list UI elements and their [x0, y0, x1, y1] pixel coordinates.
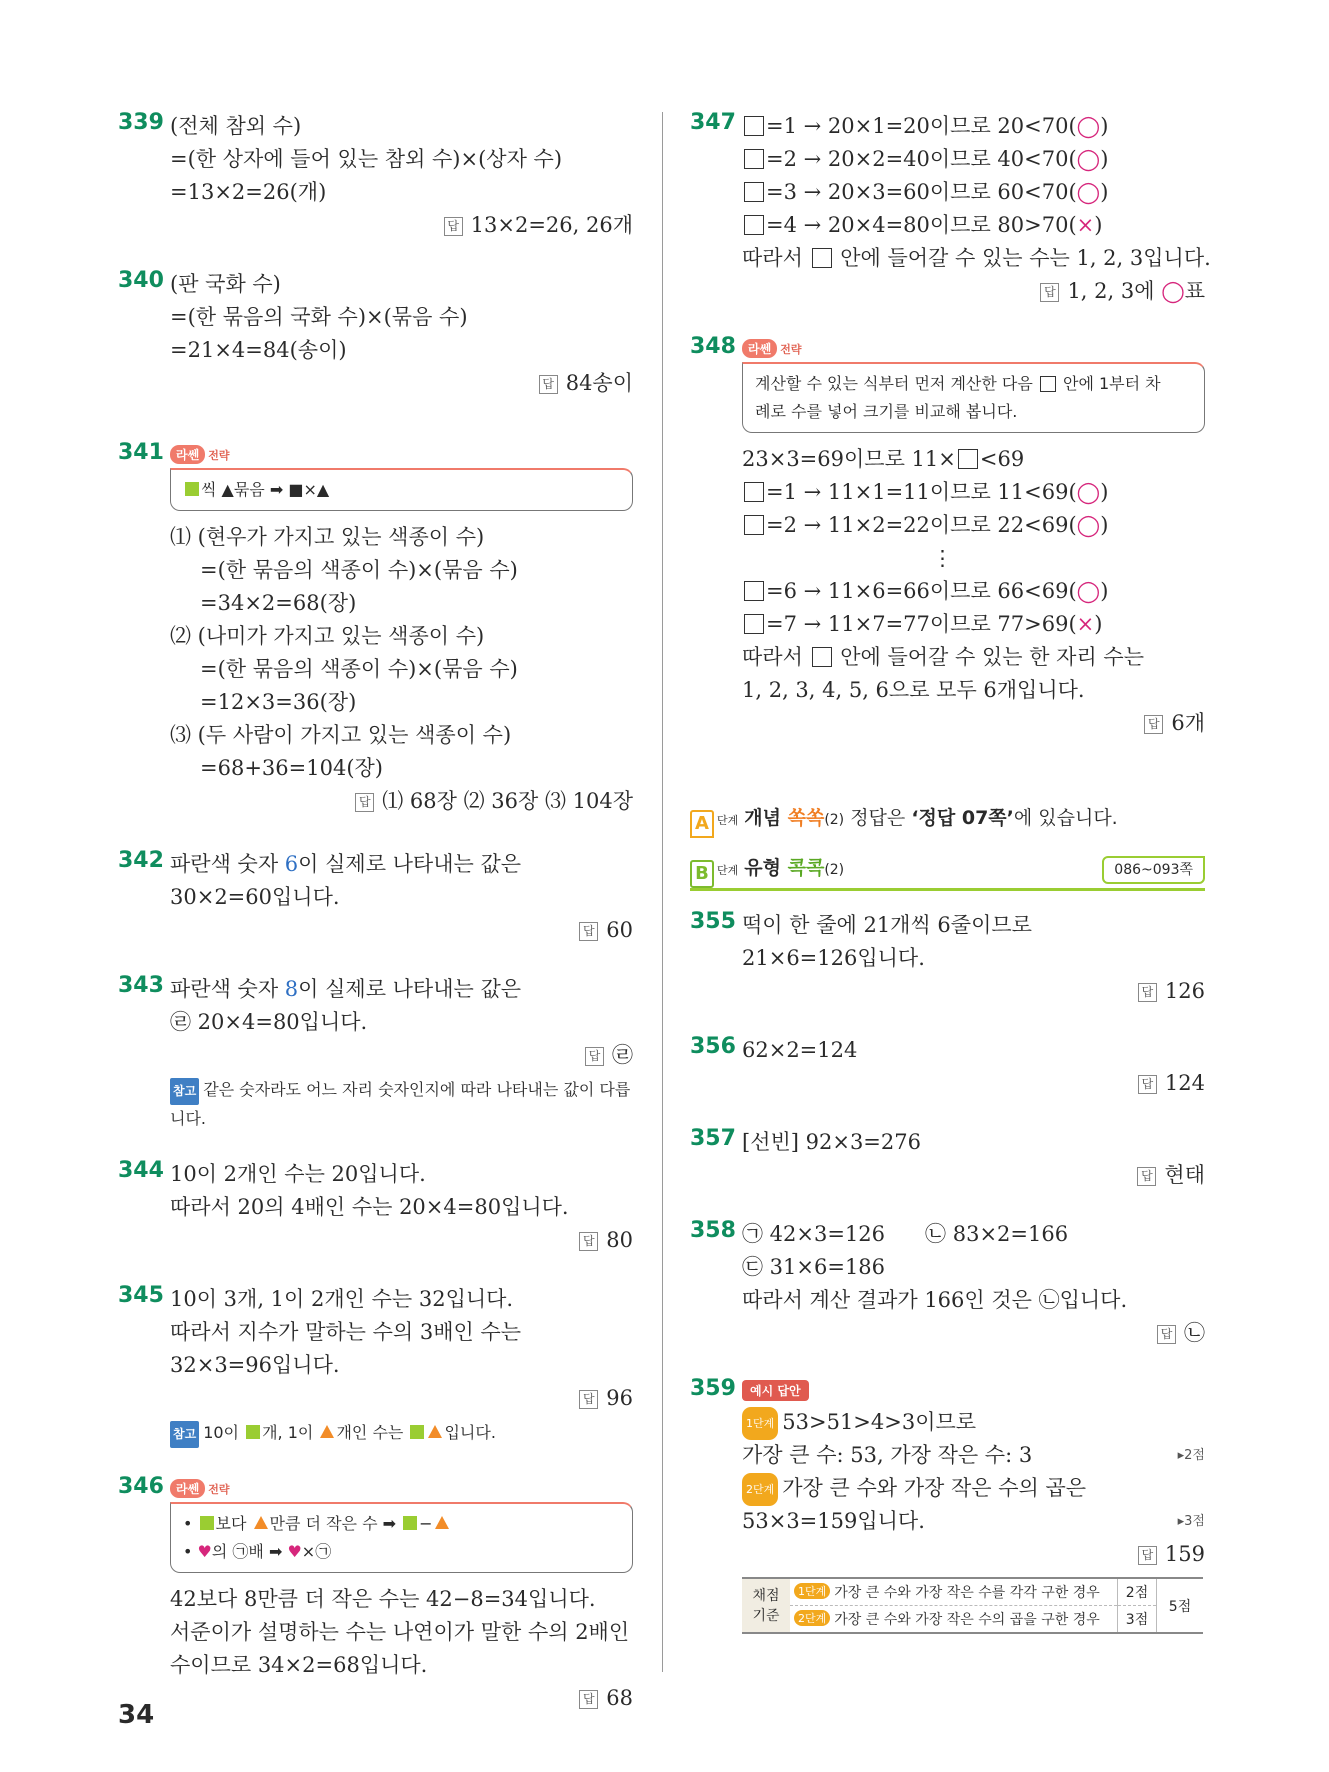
answer-icon: 답 — [579, 1390, 598, 1409]
note — [170, 1419, 633, 1448]
answer-icon: 답 — [1137, 1167, 1156, 1186]
section-a-header — [690, 798, 1205, 838]
orange-triangle-icon — [320, 1425, 334, 1438]
text-part: ) — [1100, 147, 1109, 171]
strategy-header — [742, 334, 1205, 358]
blue-digit: 8 — [284, 977, 299, 1001]
answer-text: 1, 2, 3에 — [1067, 279, 1162, 303]
example-header — [742, 1376, 1205, 1406]
problem-number: 358 — [690, 1218, 736, 1243]
text-part: ) — [1094, 213, 1103, 237]
text-part: =1 → 20×1=20이므로 20<70( — [766, 114, 1077, 138]
text-part: 안에 들어갈 수 있는 수는 1, 2, 3입니다. — [833, 246, 1211, 270]
solution-line: 수이므로 34×2=68입니다. — [170, 1653, 428, 1677]
solution-line: 10이 3개, 1이 2개인 수는 32입니다. — [170, 1287, 514, 1311]
strategy-box — [170, 1502, 633, 1573]
problem-358 — [690, 1218, 1205, 1350]
section-note-ref: ‘정답 07쪽’ — [911, 807, 1014, 829]
strategy-sub: 전략 — [208, 1483, 230, 1496]
text-part: 파란색 숫자 — [170, 852, 285, 876]
answer — [170, 1224, 633, 1257]
strategy-header — [170, 440, 633, 464]
answer-text: 표 — [1184, 279, 1205, 303]
text-part: <69 — [979, 447, 1025, 471]
text-part: 개인 수는 — [336, 1423, 409, 1442]
answer — [742, 707, 1205, 740]
text-part: ) — [1100, 579, 1109, 603]
blue-digit: 6 — [284, 852, 299, 876]
blank-box-icon — [812, 248, 832, 268]
answer — [742, 1067, 1205, 1100]
blank-box-icon — [744, 614, 764, 634]
solution-line: ㉣ 20×4=80입니다. — [170, 1010, 368, 1034]
blank-box-icon — [1040, 376, 1056, 392]
text-part: 53×3=159입니다. — [742, 1509, 925, 1533]
answer-icon: 답 — [585, 1047, 604, 1066]
text-part: 만큼 더 작은 수 ➡ — [269, 1514, 402, 1533]
problem-number: 357 — [690, 1126, 736, 1151]
strategy-line: • 보다 만큼 더 작은 수 ➡ − — [183, 1510, 620, 1538]
answer-icon: 답 — [444, 217, 463, 236]
step-label: 단계 — [717, 814, 739, 827]
solution-line: 42보다 8만큼 더 작은 수는 42−8=34입니다. — [170, 1587, 596, 1611]
solution-line: (전체 참외 수) — [170, 114, 302, 138]
problem-356 — [690, 1034, 1205, 1100]
green-square-icon — [246, 1425, 260, 1439]
right-column — [690, 110, 1211, 1660]
answer-text: 현태 — [1164, 1163, 1205, 1187]
problem-345 — [118, 1283, 633, 1448]
text-part: ×㉠ — [301, 1542, 332, 1561]
criterion-text: 가장 큰 수와 가장 작은 수를 각각 구한 경우 — [834, 1585, 1100, 1601]
criterion-text: 가장 큰 수와 가장 작은 수의 곱을 구한 경우 — [834, 1612, 1100, 1628]
answer-icon: 답 — [355, 793, 374, 812]
note-badge: 참고 — [170, 1421, 199, 1448]
section-note: 정답은 — [844, 807, 912, 829]
header-text: 기준 — [752, 1607, 780, 1624]
problem-359 — [690, 1376, 1205, 1634]
answer — [742, 1538, 1205, 1571]
answer-icon: 답 — [579, 922, 598, 941]
text-part: 이 실제로 나타내는 값은 — [298, 977, 522, 1001]
text-part: − — [419, 1514, 433, 1533]
answer-text: 126 — [1164, 979, 1205, 1003]
text-part: 입니다. — [444, 1423, 496, 1442]
mark: ◯ — [1076, 114, 1101, 138]
solution-line — [742, 110, 1205, 143]
text-part: ) — [1100, 480, 1109, 504]
answer — [742, 975, 1205, 1008]
green-square-icon — [185, 482, 199, 496]
step-badge: 1단계 — [794, 1583, 830, 1599]
problem-342 — [118, 848, 633, 947]
column-divider — [662, 112, 663, 1672]
solution-line — [742, 476, 1205, 509]
green-square-icon — [410, 1425, 424, 1439]
problem-number: 359 — [690, 1376, 736, 1401]
problem-number: 344 — [118, 1158, 164, 1183]
strategy-sub: 전략 — [208, 449, 230, 462]
strategy-box — [170, 468, 633, 511]
criterion — [790, 1606, 1118, 1634]
answer — [742, 1317, 1205, 1350]
text-part: 53>51>4>3이므로 — [782, 1410, 977, 1434]
answer — [170, 914, 633, 947]
orange-triangle-icon — [254, 1516, 268, 1529]
solution-line: =68+36=104(장) — [200, 756, 383, 780]
answer — [742, 275, 1205, 308]
strategy-line: 례로 수를 넣어 크기를 비교해 봅니다. — [755, 402, 1018, 421]
answer-icon: 답 — [539, 375, 558, 394]
text-part: 계산할 수 있는 식부터 먼저 계산한 다음 — [755, 374, 1038, 393]
text-part: 개, 1이 — [262, 1423, 319, 1442]
strategy-text: 씩 ▲묶음 ➡ ■×▲ — [201, 480, 330, 499]
answer-icon: 답 — [1144, 715, 1163, 734]
text-part: =2 → 11×2=22이므로 22<69( — [766, 513, 1077, 537]
text-part: 안에 들어갈 수 있는 한 자리 수는 — [833, 645, 1144, 669]
solution-line: =34×2=68(장) — [200, 591, 357, 615]
problem-339 — [118, 110, 633, 242]
text-part: 파란색 숫자 — [170, 977, 285, 1001]
solution-line — [742, 242, 1211, 275]
text-part: =3 → 20×3=60이므로 60<70( — [766, 180, 1077, 204]
solution-line: =(한 묶음의 국화 수)×(묶음 수) — [170, 305, 468, 329]
solution-line: =13×2=26(개) — [170, 180, 327, 204]
blank-box-icon — [744, 482, 764, 502]
text-part: 보다 — [215, 1514, 252, 1533]
heart-icon: ♥ — [197, 1542, 212, 1561]
problem-number: 347 — [690, 110, 736, 135]
text-part: 가장 큰 수: 53, 가장 작은 수: 3 — [742, 1443, 1033, 1467]
problem-340 — [118, 268, 633, 400]
text-part: 23×3=69이므로 11× — [742, 447, 956, 471]
problem-344 — [118, 1158, 633, 1257]
problem-number: 345 — [118, 1283, 164, 1308]
criterion-points: 3점 — [1118, 1606, 1157, 1634]
solution-line: 따라서 계산 결과가 166인 것은 ㉡입니다. — [742, 1288, 1128, 1312]
section-title: 개념 — [744, 807, 788, 829]
answer — [742, 1159, 1205, 1192]
strategy-header — [170, 1474, 633, 1498]
text-part: 이 실제로 나타내는 값은 — [298, 852, 522, 876]
solution-line: 62×2=124 — [742, 1038, 858, 1062]
orange-triangle-icon — [435, 1516, 449, 1529]
answer-text: 159 — [1164, 1542, 1205, 1566]
solution-line: 따라서 20의 4배인 수는 20×4=80입니다. — [170, 1195, 569, 1219]
strategy-line: • ♥의 ㉠배 ➡ ♥×㉠ — [183, 1542, 332, 1561]
answer-text: 124 — [1164, 1071, 1205, 1095]
strategy-line — [755, 370, 1192, 398]
solution-line: ⑵ (나미가 가지고 있는 색종이 수) — [170, 624, 485, 648]
solution-line: =(한 묶음의 색종이 수)×(묶음 수) — [200, 558, 518, 582]
text-part: 10이 — [203, 1423, 245, 1442]
orange-triangle-icon — [428, 1425, 442, 1438]
text-part: 따라서 — [742, 645, 810, 669]
solution-line: [선빈] 92×3=276 — [742, 1130, 921, 1154]
page-number: 34 — [118, 1700, 155, 1730]
strategy-box — [742, 362, 1205, 433]
step-a-icon: A — [690, 810, 714, 838]
section-title-accent: 콕콕 — [787, 857, 825, 879]
solution-line: =21×4=84(송이) — [170, 338, 347, 362]
page-range: 086~093쪽 — [1102, 856, 1205, 884]
mark: ◯ — [1076, 180, 1101, 204]
mark: ◯ — [1076, 147, 1101, 171]
answer-icon: 답 — [579, 1690, 598, 1709]
problem-347 — [690, 110, 1211, 308]
answer-text: 68 — [606, 1686, 633, 1710]
solution-line: =12×3=36(장) — [200, 690, 357, 714]
total-points: 5점 — [1157, 1578, 1204, 1633]
problem-348 — [690, 334, 1205, 740]
answer — [170, 209, 633, 242]
strategy-badge: 라쎈 — [170, 445, 205, 464]
strategy-sub: 전략 — [780, 343, 802, 356]
green-square-icon — [200, 1516, 214, 1530]
problem-number: 346 — [118, 1474, 164, 1499]
scoring-table — [742, 1577, 1203, 1634]
scoring-header — [742, 1578, 790, 1633]
criterion — [790, 1578, 1118, 1606]
solution-line — [742, 575, 1205, 608]
problem-number: 340 — [118, 268, 164, 293]
blank-box-icon — [958, 449, 978, 469]
text-part: =7 → 11×7=77이므로 77>69( — [766, 612, 1077, 636]
solution-line — [742, 509, 1205, 542]
problem-346 — [118, 1474, 633, 1715]
problem-number: 355 — [690, 909, 736, 934]
answer-icon: 답 — [1157, 1325, 1176, 1344]
section-part: (2) — [824, 862, 845, 878]
answer — [170, 1682, 633, 1715]
text-part: 가장 큰 수와 가장 작은 수의 곱은 — [782, 1476, 1087, 1500]
mark: ◯ — [1076, 579, 1101, 603]
solution-line — [742, 209, 1205, 242]
solution-line: =(한 상자에 들어 있는 참외 수)×(상자 수) — [170, 147, 563, 171]
answer-text: ⑴ 68장 ⑵ 36장 ⑶ 104장 — [382, 789, 633, 813]
blank-box-icon — [744, 515, 764, 535]
text-part: ) — [1100, 114, 1109, 138]
text-part: 안에 1부터 차 — [1057, 374, 1161, 393]
solution-line — [742, 176, 1205, 209]
vertical-ellipsis: ⋮ — [932, 546, 953, 570]
table-row — [742, 1578, 1203, 1606]
example-badge: 예시 답안 — [742, 1380, 809, 1401]
strategy-badge: 라쎈 — [742, 339, 777, 358]
answer-text: 96 — [606, 1386, 633, 1410]
answer-icon: 답 — [579, 1232, 598, 1251]
text-part: ) — [1094, 612, 1103, 636]
answer-text: 80 — [606, 1228, 633, 1252]
solution-line — [742, 1439, 1205, 1472]
answer-text: 60 — [606, 918, 633, 942]
answer-icon: 답 — [1040, 283, 1059, 302]
solution-line: 30×2=60입니다. — [170, 885, 340, 909]
mark: ◯ — [1076, 513, 1101, 537]
solution-line: =(한 묶음의 색종이 수)×(묶음 수) — [200, 657, 518, 681]
section-title: 유형 — [744, 857, 788, 879]
note-text: 같은 숫자라도 어느 자리 숫자인지에 따라 나타내는 값이 다릅니다. — [170, 1080, 631, 1128]
problem-343 — [118, 973, 633, 1132]
problem-355 — [690, 909, 1205, 1008]
solution-line: 1, 2, 3, 4, 5, 6으로 모두 6개입니다. — [742, 678, 1085, 702]
text-part: =6 → 11×6=66이므로 66<69( — [766, 579, 1077, 603]
answer-text: ㉣ — [612, 1043, 633, 1067]
green-square-icon — [403, 1516, 417, 1530]
points: ▸3점 — [1177, 1514, 1205, 1529]
text-part: ㉠ 42×3=126 — [742, 1222, 886, 1246]
problem-number: 339 — [118, 110, 164, 135]
solution-line: 21×6=126입니다. — [742, 946, 925, 970]
step-badge: 1단계 — [742, 1407, 778, 1440]
blank-box-icon — [744, 182, 764, 202]
problem-number: 342 — [118, 848, 164, 873]
solution-line — [742, 1505, 1205, 1538]
problem-number: 343 — [118, 973, 164, 998]
answer-icon: 답 — [1138, 1546, 1157, 1565]
solution-line: ⑴ (현우가 가지고 있는 색종이 수) — [170, 525, 485, 549]
solution-line: 떡이 한 줄에 21개씩 6줄이므로 — [742, 913, 1032, 937]
problem-341 — [118, 440, 633, 818]
section-part: (2) — [824, 812, 845, 828]
solution-line — [742, 1472, 1205, 1505]
solution-line: ⑶ (두 사람이 가지고 있는 색종이 수) — [170, 723, 512, 747]
answer-text: 13×2=26, 26개 — [470, 213, 633, 237]
solution-line — [742, 1218, 1205, 1251]
mark: ◯ — [1076, 480, 1101, 504]
step-label: 단계 — [717, 864, 739, 877]
solution-line — [170, 848, 633, 881]
note — [170, 1076, 633, 1132]
solution-line: ㉢ 31×6=186 — [742, 1255, 886, 1279]
solution-line: 따라서 지수가 말하는 수의 3배인 수는 — [170, 1320, 522, 1344]
solution-line: 32×3=96입니다. — [170, 1353, 340, 1377]
circle-mark: ◯ — [1161, 279, 1185, 303]
mark: × — [1076, 612, 1095, 636]
answer — [170, 1039, 633, 1072]
blank-box-icon — [744, 116, 764, 136]
solution-line — [170, 973, 633, 1006]
criterion-points: 2점 — [1118, 1578, 1157, 1606]
problem-number: 356 — [690, 1034, 736, 1059]
header-text: 채점 — [752, 1587, 780, 1604]
answer-text: 6개 — [1171, 711, 1205, 735]
heart-icon: ♥ — [287, 1542, 302, 1561]
solution-line: 서준이가 설명하는 수는 나연이가 말한 수의 2배인 — [170, 1620, 630, 1644]
problem-357 — [690, 1126, 1205, 1192]
answer-text: 84송이 — [565, 371, 633, 395]
text-part: 따라서 — [742, 246, 810, 270]
solution-line: 10이 2개인 수는 20입니다. — [170, 1162, 426, 1186]
section-note: 에 있습니다. — [1013, 807, 1118, 829]
solution-line — [742, 143, 1205, 176]
step-badge: 2단계 — [742, 1473, 778, 1506]
section-title-accent: 쏙쏙 — [787, 807, 825, 829]
step-b-icon: B — [690, 860, 714, 888]
solution-line — [742, 1406, 1205, 1439]
answer-icon: 답 — [1138, 983, 1157, 1002]
problem-number: 341 — [118, 440, 164, 465]
solution-line — [742, 443, 1205, 476]
note-badge: 참고 — [170, 1078, 199, 1105]
points: ▸2점 — [1177, 1448, 1205, 1463]
left-column — [118, 110, 633, 1741]
blank-box-icon — [744, 215, 764, 235]
problem-number: 348 — [690, 334, 736, 359]
text-part: =4 → 20×4=80이므로 80>70( — [766, 213, 1077, 237]
mark: × — [1076, 213, 1095, 237]
text-part: =2 → 20×2=40이므로 40<70( — [766, 147, 1077, 171]
text-part: 의 ㉠배 ➡ — [211, 1542, 288, 1561]
strategy-badge: 라쎈 — [170, 1479, 205, 1498]
text-part: ㉡ 83×2=166 — [925, 1222, 1069, 1246]
section-b-header — [690, 848, 1205, 891]
solution-line — [742, 641, 1205, 674]
blank-box-icon — [744, 149, 764, 169]
text-part: ) — [1100, 513, 1109, 537]
blank-box-icon — [812, 647, 832, 667]
step-badge: 2단계 — [794, 1610, 830, 1626]
answer — [170, 1382, 633, 1415]
table-row — [742, 1606, 1203, 1634]
blank-box-icon — [744, 581, 764, 601]
text-part: =1 → 11×1=11이므로 11<69( — [766, 480, 1077, 504]
answer-icon: 답 — [1138, 1075, 1157, 1094]
answer — [170, 785, 633, 818]
answer-text: ㉡ — [1184, 1321, 1205, 1345]
answer — [170, 367, 633, 400]
text-part: ) — [1100, 180, 1109, 204]
solution-line — [742, 608, 1205, 641]
solution-line: (판 국화 수) — [170, 272, 281, 296]
